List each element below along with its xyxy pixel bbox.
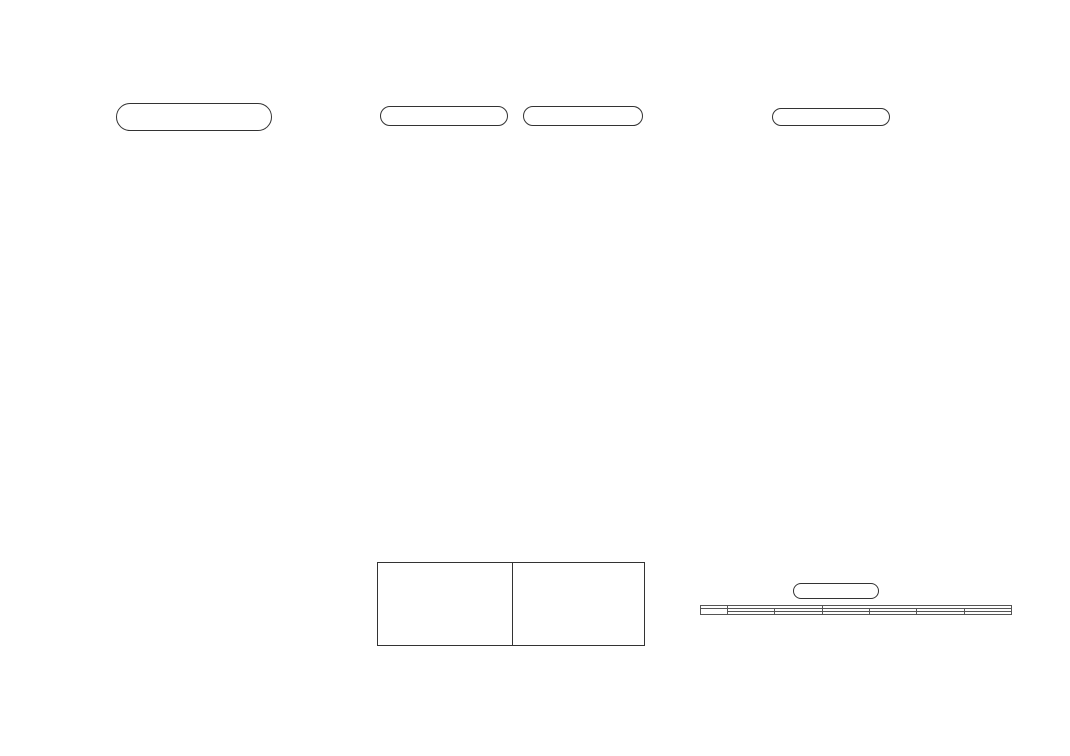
duty-title xyxy=(793,583,879,599)
duty-table xyxy=(700,605,1012,615)
afternoon-service-title xyxy=(380,106,508,126)
servants-box xyxy=(377,562,645,646)
newcomers-title xyxy=(772,108,890,126)
duty-cell xyxy=(964,612,1011,615)
duty-month xyxy=(701,609,728,615)
wednesday-service-title xyxy=(523,106,643,126)
main-service-title xyxy=(116,103,272,131)
duty-cell xyxy=(917,612,964,615)
servants-divider xyxy=(512,563,513,645)
duty-cell xyxy=(775,612,822,615)
duty-cell xyxy=(728,612,775,615)
duty-cell xyxy=(869,612,916,615)
duty-cell xyxy=(822,612,869,615)
